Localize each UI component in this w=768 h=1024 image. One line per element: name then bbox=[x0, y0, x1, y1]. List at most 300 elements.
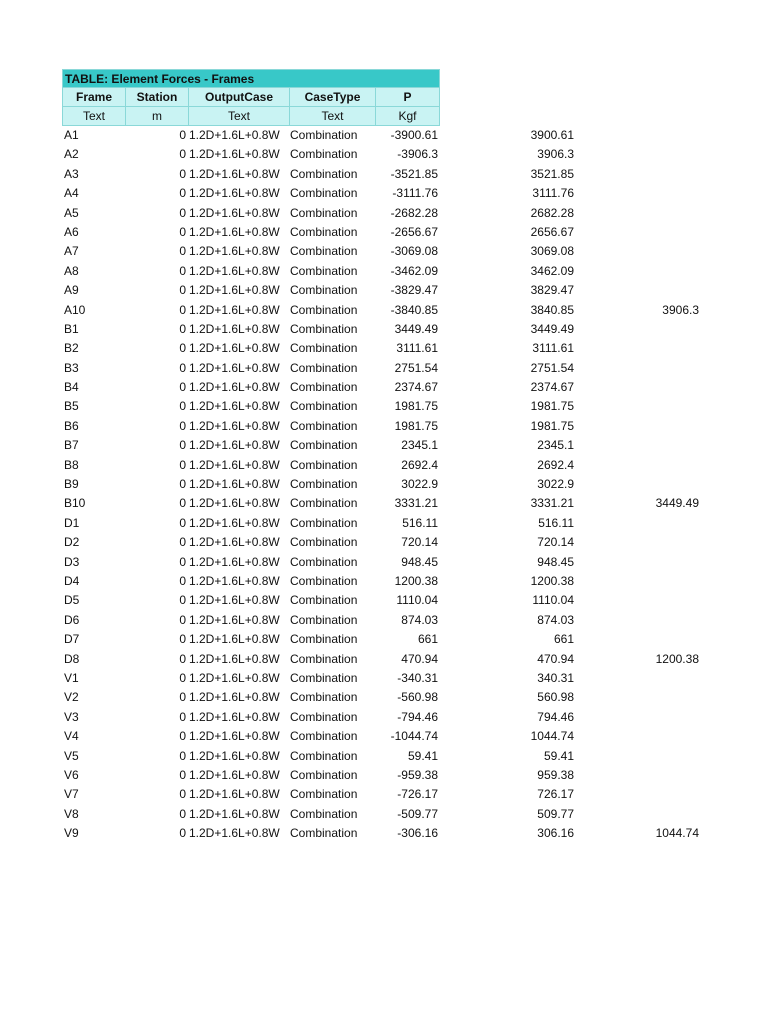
cell-abs-p[interactable]: 2374.67 bbox=[530, 380, 574, 395]
cell-group-max[interactable] bbox=[574, 184, 699, 203]
cell-frame[interactable]: B4 bbox=[64, 380, 79, 395]
cell-casetype[interactable]: Combination bbox=[290, 224, 358, 239]
cell-casetype[interactable]: Combination bbox=[290, 166, 358, 181]
cell-abs-p[interactable]: 1981.75 bbox=[530, 399, 574, 414]
cell-p[interactable]: -794.46 bbox=[397, 709, 438, 724]
cell-outputcase[interactable]: 1.2D+1.6L+0.8W bbox=[189, 457, 280, 472]
cell-casetype[interactable]: Combination bbox=[290, 651, 358, 666]
cell-station[interactable]: 0 bbox=[179, 399, 186, 414]
cell-casetype[interactable]: Combination bbox=[290, 535, 358, 550]
cell-p[interactable]: -3111.76 bbox=[392, 186, 438, 201]
table-row bbox=[62, 281, 699, 300]
cell-outputcase[interactable]: 1.2D+1.6L+0.8W bbox=[189, 147, 280, 162]
cell-casetype[interactable]: Combination bbox=[290, 709, 358, 724]
cell-p[interactable]: -3840.85 bbox=[390, 302, 438, 317]
cell-p[interactable]: -306.16 bbox=[397, 826, 438, 841]
cell-group-max[interactable] bbox=[574, 436, 699, 455]
cell-casetype[interactable]: Combination bbox=[290, 729, 358, 744]
cell-casetype[interactable]: Combination bbox=[290, 380, 358, 395]
cell-frame[interactable]: V4 bbox=[64, 729, 79, 744]
cell-outputcase[interactable]: 1.2D+1.6L+0.8W bbox=[189, 380, 280, 395]
cell-outputcase[interactable]: 1.2D+1.6L+0.8W bbox=[189, 787, 280, 802]
cell-station[interactable]: 0 bbox=[179, 670, 186, 685]
cell-station[interactable]: 0 bbox=[179, 341, 186, 356]
cell-outputcase[interactable]: 1.2D+1.6L+0.8W bbox=[189, 535, 280, 550]
cell-casetype[interactable]: Combination bbox=[290, 457, 358, 472]
cell-abs-p[interactable]: 726.17 bbox=[537, 787, 574, 802]
cell-abs-p[interactable]: 340.31 bbox=[537, 670, 574, 685]
table-row bbox=[62, 747, 699, 766]
cell-station[interactable]: 0 bbox=[179, 593, 186, 608]
cell-group-max[interactable]: 1200.38 bbox=[655, 651, 699, 666]
cell-abs-p[interactable]: 1044.74 bbox=[530, 729, 574, 744]
cell-group-max[interactable] bbox=[574, 785, 699, 804]
cell-outputcase[interactable]: 1.2D+1.6L+0.8W bbox=[189, 826, 280, 841]
cell-group-max[interactable] bbox=[574, 126, 699, 145]
cell-abs-p[interactable]: 794.46 bbox=[537, 709, 574, 724]
cell-p[interactable]: 661 bbox=[417, 632, 438, 647]
cell-frame[interactable]: B5 bbox=[64, 399, 79, 414]
cell-outputcase[interactable]: 1.2D+1.6L+0.8W bbox=[189, 224, 280, 239]
cell-frame[interactable]: D1 bbox=[64, 515, 80, 530]
cell-group-max[interactable] bbox=[574, 727, 699, 746]
cell-casetype[interactable]: Combination bbox=[290, 186, 358, 201]
cell-casetype[interactable]: Combination bbox=[290, 128, 358, 142]
table-title: TABLE: Element Forces - Frames bbox=[62, 69, 440, 88]
cell-group-max[interactable] bbox=[574, 223, 699, 242]
cell-frame[interactable]: B8 bbox=[64, 457, 79, 472]
cell-abs-p[interactable]: 3840.85 bbox=[530, 302, 574, 317]
cell-abs-p[interactable]: 3111.76 bbox=[532, 186, 574, 201]
cell-station[interactable]: 0 bbox=[179, 477, 186, 492]
cell-group-max[interactable]: 1044.74 bbox=[655, 826, 699, 841]
cell-abs-p[interactable]: 948.45 bbox=[537, 554, 574, 569]
cell-abs-p[interactable]: 720.14 bbox=[537, 535, 574, 550]
cell-group-max[interactable] bbox=[574, 145, 699, 164]
cell-outputcase[interactable]: 1.2D+1.6L+0.8W bbox=[189, 670, 280, 685]
cell-group-max[interactable]: 3449.49 bbox=[655, 496, 699, 511]
cell-station[interactable]: 0 bbox=[179, 263, 186, 278]
cell-station[interactable]: 0 bbox=[179, 418, 186, 433]
header-outputcase[interactable]: OutputCase bbox=[189, 88, 290, 107]
cell-group-max[interactable]: 3906.3 bbox=[662, 302, 699, 317]
cell-frame[interactable]: D3 bbox=[64, 554, 80, 569]
cell-abs-p[interactable]: 959.38 bbox=[537, 767, 574, 782]
cell-frame[interactable]: A6 bbox=[64, 224, 79, 239]
cell-station[interactable]: 0 bbox=[179, 632, 186, 647]
cell-outputcase[interactable]: 1.2D+1.6L+0.8W bbox=[189, 593, 280, 608]
cell-outputcase[interactable]: 1.2D+1.6L+0.8W bbox=[189, 283, 280, 298]
unit-casetype[interactable]: Text bbox=[290, 107, 376, 126]
cell-p[interactable]: -3906.3 bbox=[397, 147, 438, 162]
cell-station[interactable]: 0 bbox=[179, 224, 186, 239]
table-row bbox=[62, 766, 699, 785]
column-header-row bbox=[62, 88, 699, 107]
cell-frame[interactable]: A2 bbox=[64, 147, 79, 162]
cell-outputcase[interactable]: 1.2D+1.6L+0.8W bbox=[189, 554, 280, 569]
cell-frame[interactable]: B2 bbox=[64, 341, 79, 356]
cell-station[interactable]: 0 bbox=[179, 748, 186, 763]
cell-casetype[interactable]: Combination bbox=[290, 399, 358, 414]
cell-abs-p[interactable]: 2692.4 bbox=[537, 457, 574, 472]
cell-outputcase[interactable]: 1.2D+1.6L+0.8W bbox=[189, 767, 280, 782]
cell-p[interactable]: 2345.1 bbox=[401, 438, 438, 453]
cell-outputcase[interactable]: 1.2D+1.6L+0.8W bbox=[189, 321, 280, 336]
cell-group-max[interactable] bbox=[574, 339, 699, 358]
cell-station[interactable]: 0 bbox=[179, 302, 186, 317]
cell-group-max[interactable] bbox=[574, 630, 699, 649]
cell-group-max[interactable] bbox=[574, 397, 699, 416]
cell-outputcase[interactable]: 1.2D+1.6L+0.8W bbox=[189, 632, 280, 647]
cell-outputcase[interactable]: 1.2D+1.6L+0.8W bbox=[189, 360, 280, 375]
cell-station[interactable]: 0 bbox=[179, 826, 186, 841]
cell-abs-p[interactable]: 2682.28 bbox=[530, 205, 574, 220]
cell-frame[interactable]: B10 bbox=[64, 496, 86, 511]
cell-casetype[interactable]: Combination bbox=[290, 748, 358, 763]
cell-frame[interactable]: A7 bbox=[64, 244, 79, 259]
cell-frame[interactable]: A1 bbox=[64, 128, 79, 142]
cell-casetype[interactable]: Combination bbox=[290, 767, 358, 782]
cell-p[interactable]: 874.03 bbox=[401, 612, 438, 627]
cell-abs-p[interactable]: 2656.67 bbox=[530, 224, 574, 239]
cell-outputcase[interactable]: 1.2D+1.6L+0.8W bbox=[189, 690, 280, 705]
table-row bbox=[62, 533, 699, 552]
cell-casetype[interactable]: Combination bbox=[290, 263, 358, 278]
cell-group-max[interactable] bbox=[574, 475, 699, 494]
cell-p[interactable]: -3900.61 bbox=[390, 128, 438, 142]
cell-group-max[interactable] bbox=[574, 204, 699, 223]
cell-station[interactable]: 0 bbox=[179, 360, 186, 375]
cell-frame[interactable]: A10 bbox=[64, 302, 86, 317]
unit-station[interactable]: m bbox=[126, 107, 189, 126]
cell-abs-p[interactable]: 3331.21 bbox=[530, 496, 574, 511]
cell-casetype[interactable]: Combination bbox=[290, 438, 358, 453]
table-row bbox=[62, 591, 699, 610]
cell-abs-p[interactable]: 2751.54 bbox=[530, 360, 574, 375]
cell-abs-p[interactable]: 3069.08 bbox=[530, 244, 574, 259]
cell-group-max[interactable] bbox=[574, 611, 699, 630]
cell-group-max[interactable] bbox=[574, 165, 699, 184]
cell-station[interactable]: 0 bbox=[179, 186, 186, 201]
cell-p[interactable]: -959.38 bbox=[397, 767, 438, 782]
cell-group-max[interactable] bbox=[574, 320, 699, 339]
cell-station[interactable]: 0 bbox=[179, 244, 186, 259]
cell-p[interactable]: 720.14 bbox=[401, 535, 438, 550]
cell-frame[interactable]: V1 bbox=[64, 670, 79, 685]
cell-group-max[interactable] bbox=[574, 242, 699, 261]
cell-casetype[interactable]: Combination bbox=[290, 418, 358, 433]
cell-casetype[interactable]: Combination bbox=[290, 477, 358, 492]
header-casetype[interactable]: CaseType bbox=[290, 88, 376, 107]
cell-abs-p[interactable]: 3449.49 bbox=[530, 321, 574, 336]
cell-outputcase[interactable]: 1.2D+1.6L+0.8W bbox=[189, 729, 280, 744]
cell-outputcase[interactable]: 1.2D+1.6L+0.8W bbox=[189, 496, 280, 511]
cell-p[interactable]: -340.31 bbox=[397, 670, 438, 685]
header-p[interactable]: P bbox=[376, 88, 440, 107]
cell-station[interactable]: 0 bbox=[179, 729, 186, 744]
cell-casetype[interactable]: Combination bbox=[290, 806, 358, 821]
cell-station[interactable]: 0 bbox=[179, 709, 186, 724]
cell-station[interactable]: 0 bbox=[179, 515, 186, 530]
cell-outputcase[interactable]: 1.2D+1.6L+0.8W bbox=[189, 166, 280, 181]
cell-abs-p[interactable]: 3829.47 bbox=[530, 283, 574, 298]
cell-p[interactable]: -726.17 bbox=[397, 787, 438, 802]
cell-frame[interactable]: A3 bbox=[64, 166, 79, 181]
cell-station[interactable]: 0 bbox=[179, 457, 186, 472]
table-row bbox=[62, 456, 699, 475]
cell-group-max[interactable] bbox=[574, 572, 699, 591]
table-row bbox=[62, 708, 699, 727]
cell-frame[interactable]: A4 bbox=[64, 186, 79, 201]
cell-station[interactable]: 0 bbox=[179, 806, 186, 821]
cell-p[interactable]: -3521.85 bbox=[390, 166, 438, 181]
table-row bbox=[62, 223, 699, 242]
table-row bbox=[62, 805, 699, 824]
cell-p[interactable]: -3462.09 bbox=[390, 263, 438, 278]
cell-abs-p[interactable]: 1981.75 bbox=[530, 418, 574, 433]
table-row bbox=[62, 165, 699, 184]
cell-station[interactable]: 0 bbox=[179, 651, 186, 666]
cell-station[interactable]: 0 bbox=[179, 205, 186, 220]
cell-p[interactable]: 470.94 bbox=[401, 651, 438, 666]
cell-outputcase[interactable]: 1.2D+1.6L+0.8W bbox=[189, 186, 280, 201]
cell-station[interactable]: 0 bbox=[179, 166, 186, 181]
cell-p[interactable]: -2656.67 bbox=[390, 224, 438, 239]
cell-abs-p[interactable]: 3462.09 bbox=[530, 263, 574, 278]
cell-station[interactable]: 0 bbox=[179, 573, 186, 588]
cell-p[interactable]: 1981.75 bbox=[394, 399, 438, 414]
cell-station[interactable]: 0 bbox=[179, 147, 186, 162]
cell-outputcase[interactable]: 1.2D+1.6L+0.8W bbox=[189, 438, 280, 453]
cell-frame[interactable]: D4 bbox=[64, 573, 80, 588]
unit-p[interactable]: Kgf bbox=[376, 107, 440, 126]
cell-abs-p[interactable]: 3111.61 bbox=[532, 341, 574, 356]
spreadsheet bbox=[62, 69, 699, 843]
cell-casetype[interactable]: Combination bbox=[290, 632, 358, 647]
cell-group-max[interactable] bbox=[574, 456, 699, 475]
cell-abs-p[interactable]: 3900.61 bbox=[530, 128, 574, 142]
cell-station[interactable]: 0 bbox=[179, 438, 186, 453]
cell-abs-p[interactable]: 1110.04 bbox=[532, 593, 574, 608]
table-row bbox=[62, 630, 699, 649]
cell-frame[interactable]: B9 bbox=[64, 477, 79, 492]
cell-group-max[interactable] bbox=[574, 378, 699, 397]
cell-casetype[interactable]: Combination bbox=[290, 321, 358, 336]
header-station[interactable]: Station bbox=[126, 88, 189, 107]
cell-frame[interactable]: V7 bbox=[64, 787, 79, 802]
table-row bbox=[62, 242, 699, 261]
cell-frame[interactable]: V6 bbox=[64, 767, 79, 782]
cell-outputcase[interactable]: 1.2D+1.6L+0.8W bbox=[189, 651, 280, 666]
units-row bbox=[62, 107, 699, 126]
cell-station[interactable]: 0 bbox=[179, 283, 186, 298]
cell-frame[interactable]: V5 bbox=[64, 748, 79, 763]
cell-frame[interactable]: V9 bbox=[64, 826, 79, 841]
cell-p[interactable]: -509.77 bbox=[397, 806, 438, 821]
cell-group-max[interactable] bbox=[574, 533, 699, 552]
cell-abs-p[interactable]: 874.03 bbox=[537, 612, 574, 627]
cell-frame[interactable]: D7 bbox=[64, 632, 80, 647]
cell-abs-p[interactable]: 3906.3 bbox=[537, 147, 574, 162]
cell-p[interactable]: 1110.04 bbox=[396, 593, 438, 608]
cell-abs-p[interactable]: 306.16 bbox=[537, 826, 574, 841]
cell-outputcase[interactable]: 1.2D+1.6L+0.8W bbox=[189, 612, 280, 627]
cell-abs-p[interactable]: 3521.85 bbox=[530, 166, 574, 181]
cell-group-max[interactable] bbox=[574, 688, 699, 707]
cell-station[interactable]: 0 bbox=[179, 767, 186, 782]
cell-abs-p[interactable]: 516.11 bbox=[538, 515, 574, 530]
cell-group-max[interactable] bbox=[574, 708, 699, 727]
cell-abs-p[interactable]: 560.98 bbox=[537, 690, 574, 705]
cell-casetype[interactable]: Combination bbox=[290, 670, 358, 685]
cell-frame[interactable]: A5 bbox=[64, 205, 79, 220]
cell-outputcase[interactable]: 1.2D+1.6L+0.8W bbox=[189, 573, 280, 588]
cell-group-max[interactable] bbox=[574, 747, 699, 766]
cell-p[interactable]: 516.11 bbox=[402, 515, 438, 530]
cell-outputcase[interactable]: 1.2D+1.6L+0.8W bbox=[189, 806, 280, 821]
cell-casetype[interactable]: Combination bbox=[290, 787, 358, 802]
table-row bbox=[62, 301, 699, 320]
cell-casetype[interactable]: Combination bbox=[290, 496, 358, 511]
cell-outputcase[interactable]: 1.2D+1.6L+0.8W bbox=[189, 515, 280, 530]
cell-casetype[interactable]: Combination bbox=[290, 573, 358, 588]
cell-casetype[interactable]: Combination bbox=[290, 554, 358, 569]
table-row bbox=[62, 436, 699, 455]
cell-frame[interactable]: B6 bbox=[64, 418, 79, 433]
cell-frame[interactable]: B1 bbox=[64, 321, 79, 336]
table-body bbox=[62, 126, 699, 843]
cell-group-max[interactable] bbox=[574, 669, 699, 688]
cell-group-max[interactable] bbox=[574, 281, 699, 300]
cell-outputcase[interactable]: 1.2D+1.6L+0.8W bbox=[189, 418, 280, 433]
cell-abs-p[interactable]: 3022.9 bbox=[537, 477, 574, 492]
cell-outputcase[interactable]: 1.2D+1.6L+0.8W bbox=[189, 709, 280, 724]
cell-group-max[interactable] bbox=[574, 553, 699, 572]
cell-casetype[interactable]: Combination bbox=[290, 826, 358, 841]
cell-abs-p[interactable]: 1200.38 bbox=[530, 573, 574, 588]
table-row bbox=[62, 397, 699, 416]
cell-casetype[interactable]: Combination bbox=[290, 302, 358, 317]
cell-p[interactable]: 3022.9 bbox=[401, 477, 438, 492]
table-row bbox=[62, 727, 699, 746]
cell-frame[interactable]: D5 bbox=[64, 593, 80, 608]
cell-station[interactable]: 0 bbox=[179, 787, 186, 802]
cell-group-max[interactable] bbox=[574, 359, 699, 378]
cell-station[interactable]: 0 bbox=[179, 690, 186, 705]
cell-casetype[interactable]: Combination bbox=[290, 690, 358, 705]
cell-outputcase[interactable]: 1.2D+1.6L+0.8W bbox=[189, 341, 280, 356]
table-row bbox=[62, 572, 699, 591]
cell-frame[interactable]: V8 bbox=[64, 806, 79, 821]
cell-frame[interactable]: B7 bbox=[64, 438, 79, 453]
cell-abs-p[interactable]: 59.41 bbox=[543, 748, 574, 763]
cell-casetype[interactable]: Combination bbox=[290, 147, 358, 162]
table-row bbox=[62, 611, 699, 630]
cell-casetype[interactable]: Combination bbox=[290, 341, 358, 356]
table-row bbox=[62, 378, 699, 397]
cell-outputcase[interactable]: 1.2D+1.6L+0.8W bbox=[189, 205, 280, 220]
cell-group-max[interactable] bbox=[574, 805, 699, 824]
cell-station[interactable]: 0 bbox=[179, 535, 186, 550]
cell-casetype[interactable]: Combination bbox=[290, 515, 358, 530]
cell-station[interactable]: 0 bbox=[179, 554, 186, 569]
cell-frame[interactable]: B3 bbox=[64, 360, 79, 375]
cell-casetype[interactable]: Combination bbox=[290, 244, 358, 259]
cell-frame[interactable]: D2 bbox=[64, 535, 80, 550]
cell-abs-p[interactable]: 470.94 bbox=[537, 651, 574, 666]
cell-frame[interactable]: V3 bbox=[64, 709, 79, 724]
cell-p[interactable]: 1200.38 bbox=[394, 573, 438, 588]
cell-station[interactable]: 0 bbox=[179, 128, 186, 142]
cell-group-max[interactable] bbox=[574, 591, 699, 610]
cell-station[interactable]: 0 bbox=[179, 321, 186, 336]
cell-p[interactable]: -3829.47 bbox=[390, 283, 438, 298]
cell-station[interactable]: 0 bbox=[179, 612, 186, 627]
cell-outputcase[interactable]: 1.2D+1.6L+0.8W bbox=[189, 128, 280, 142]
cell-outputcase[interactable]: 1.2D+1.6L+0.8W bbox=[189, 263, 280, 278]
cell-abs-p[interactable]: 509.77 bbox=[537, 806, 574, 821]
cell-frame[interactable]: A9 bbox=[64, 283, 79, 298]
cell-frame[interactable]: A8 bbox=[64, 263, 79, 278]
cell-casetype[interactable]: Combination bbox=[290, 612, 358, 627]
cell-p[interactable]: 1981.75 bbox=[394, 418, 438, 433]
cell-p[interactable]: 2692.4 bbox=[401, 457, 438, 472]
table-row bbox=[62, 514, 699, 533]
cell-frame[interactable]: D8 bbox=[64, 651, 80, 666]
cell-casetype[interactable]: Combination bbox=[290, 593, 358, 608]
cell-group-max[interactable] bbox=[574, 766, 699, 785]
cell-outputcase[interactable]: 1.2D+1.6L+0.8W bbox=[189, 748, 280, 763]
cell-outputcase[interactable]: 1.2D+1.6L+0.8W bbox=[189, 477, 280, 492]
header-frame[interactable]: Frame bbox=[62, 88, 126, 107]
cell-p[interactable]: 3111.61 bbox=[396, 341, 438, 356]
cell-casetype[interactable]: Combination bbox=[290, 360, 358, 375]
cell-p[interactable]: 3449.49 bbox=[394, 321, 438, 336]
cell-station[interactable]: 0 bbox=[179, 496, 186, 511]
table-row bbox=[62, 494, 699, 513]
cell-abs-p[interactable]: 2345.1 bbox=[537, 438, 574, 453]
cell-p[interactable]: -3069.08 bbox=[390, 244, 438, 259]
cell-p[interactable]: -2682.28 bbox=[390, 205, 438, 220]
cell-p[interactable]: 2751.54 bbox=[394, 360, 438, 375]
cell-outputcase[interactable]: 1.2D+1.6L+0.8W bbox=[189, 244, 280, 259]
unit-outputcase[interactable]: Text bbox=[189, 107, 290, 126]
table-row bbox=[62, 204, 699, 223]
cell-p[interactable]: -1044.74 bbox=[390, 729, 438, 744]
cell-casetype[interactable]: Combination bbox=[290, 205, 358, 220]
unit-frame[interactable]: Text bbox=[62, 107, 126, 126]
cell-p[interactable]: -560.98 bbox=[397, 690, 438, 705]
cell-group-max[interactable] bbox=[574, 262, 699, 281]
cell-group-max[interactable] bbox=[574, 514, 699, 533]
cell-station[interactable]: 0 bbox=[179, 380, 186, 395]
table-row bbox=[62, 785, 699, 804]
cell-p[interactable]: 948.45 bbox=[401, 554, 438, 569]
cell-group-max[interactable] bbox=[574, 417, 699, 436]
table-row bbox=[62, 320, 699, 339]
table-row bbox=[62, 553, 699, 572]
cell-frame[interactable]: D6 bbox=[64, 612, 80, 627]
cell-abs-p[interactable]: 661 bbox=[553, 632, 574, 647]
cell-outputcase[interactable]: 1.2D+1.6L+0.8W bbox=[189, 399, 280, 414]
cell-outputcase[interactable]: 1.2D+1.6L+0.8W bbox=[189, 302, 280, 317]
cell-p[interactable]: 3331.21 bbox=[394, 496, 438, 511]
cell-casetype[interactable]: Combination bbox=[290, 283, 358, 298]
cell-p[interactable]: 59.41 bbox=[407, 748, 438, 763]
cell-p[interactable]: 2374.67 bbox=[394, 380, 438, 395]
table-row bbox=[62, 475, 699, 494]
cell-frame[interactable]: V2 bbox=[64, 690, 79, 705]
